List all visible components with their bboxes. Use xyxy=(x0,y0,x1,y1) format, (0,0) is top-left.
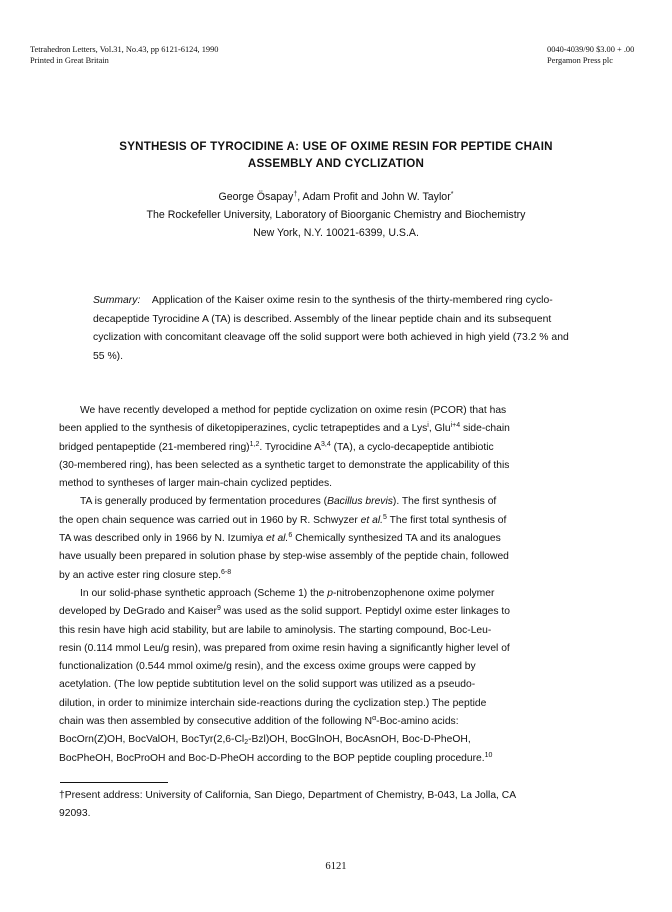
corresponding-mark: * xyxy=(450,191,454,198)
text-fragment: side-chain xyxy=(460,423,510,435)
text-line: acetylation. (The low peptide subtitution level on the solid support was utilized as a pseudo- xyxy=(59,679,476,691)
journal-header xyxy=(30,44,218,66)
title-line: ASSEMBLY AND CYCLIZATION xyxy=(247,157,425,170)
superscript: 5 xyxy=(382,513,387,521)
paragraph-2 xyxy=(59,493,615,584)
text-fragment: TA was described only in 1966 by N. Izumiya xyxy=(59,533,266,545)
text-line xyxy=(59,585,615,603)
text-line xyxy=(59,512,615,530)
text-line: method to syntheses of larger main-chain cyclized peptides. xyxy=(59,478,333,490)
text-line xyxy=(59,713,615,731)
text-fragment: . Tyrocidine A xyxy=(259,441,321,453)
italic-text: p xyxy=(327,587,333,599)
publisher: Pergamon Press plc xyxy=(547,56,613,65)
text-line: dilution, in order to minimize interchain side-reactions during the cyclization step.) The peptide xyxy=(59,697,487,709)
superscript: α xyxy=(372,715,377,723)
address: New York, N.Y. 10021-6399, U.S.A. xyxy=(253,227,419,239)
body-text xyxy=(59,402,615,768)
footnote xyxy=(59,787,619,823)
text-fragment: , Glu xyxy=(428,423,451,435)
printed-in: Printed in Great Britain xyxy=(30,56,109,65)
text-line: We have recently developed a method for peptide cyclization on oxime resin (PCOR) that has xyxy=(80,405,507,416)
affiliation: The Rockefeller University, Laboratory of Bioorganic Chemistry and Biochemistry xyxy=(146,209,526,221)
superscript: i+4 xyxy=(450,422,461,430)
text-fragment: -Boc-amino acids: xyxy=(376,716,459,728)
text-fragment: In our solid-phase synthetic approach (Scheme 1) the xyxy=(80,587,328,599)
italic-text: et al. xyxy=(360,514,383,526)
text-line: (30-membered ring), has been selected as a synthetic target to demonstrate the applicability of this xyxy=(59,459,510,471)
superscript: i xyxy=(427,422,429,430)
text-fragment: bridged pentapeptide (21-membered ring) xyxy=(59,441,250,453)
superscript: 6-8 xyxy=(220,568,232,576)
paper-title xyxy=(40,138,632,172)
title-line: SYNTHESIS OF TYROCIDINE A: USE OF OXIME RESIN FOR PEPTIDE CHAIN xyxy=(119,140,553,153)
text-fragment: BocOrn(Z)OH, BocValOH, BocTyr(2,6-Cl xyxy=(59,734,245,746)
page-number: 6121 xyxy=(325,861,347,872)
text-fragment: developed by DeGrado and Kaiser xyxy=(59,606,217,618)
text-fragment: been applied to the synthesis of diketopiperazines, cyclic tetrapeptides and a Lys xyxy=(59,423,428,435)
text-fragment: TA is generally produced by fermentation procedures ( xyxy=(80,496,328,508)
text-line xyxy=(59,530,615,548)
summary xyxy=(93,292,577,366)
text-fragment: BocPheOH, BocProOH and Boc-D-PheOH according to the BOP peptide coupling procedure. xyxy=(59,752,485,764)
text-line xyxy=(59,439,615,457)
footnote-rule xyxy=(60,782,168,783)
text-line: this resin have high acid stability, but are labile to aminolysis. The starting compound, Boc-Leu- xyxy=(59,624,492,636)
text-fragment: The first total synthesis of xyxy=(386,514,507,526)
text-fragment: ). The first synthesis of xyxy=(392,496,497,508)
superscript: 10 xyxy=(484,751,493,759)
text-line: have usually been prepared in solution phase by step-wise assembly of the peptide chain, followed xyxy=(59,551,509,563)
author-block xyxy=(40,188,632,242)
superscript: 9 xyxy=(217,605,221,613)
footnote-line: †Present address: University of California, San Diego, Department of Chemistry, B-043, La Jolla, CA xyxy=(59,790,517,801)
text-fragment: by an active ester ring closure step. xyxy=(59,569,221,581)
text-fragment: -nitrobenzophenone oxime polymer xyxy=(333,587,495,599)
text-line xyxy=(59,750,615,768)
text-line: functionalization (0.544 mmol oxime/g resin), and the excess oxime groups were capped by xyxy=(59,661,476,673)
publisher-header xyxy=(547,44,643,66)
text-line: resin (0.114 mmol Leu/g resin), was prepared from oxime resin having a significantly higher level of xyxy=(59,642,510,654)
paragraph-1 xyxy=(59,402,615,493)
text-line xyxy=(59,420,615,438)
superscript: 3,4 xyxy=(320,440,331,448)
text-line xyxy=(59,567,615,585)
text-line xyxy=(59,731,615,749)
issn-price: 0040-4039/90 $3.00 + .00 xyxy=(547,45,635,54)
text-fragment: -Bzl)OH, BocGlnOH, BocAsnOH, Boc-D-PheOH, xyxy=(248,734,471,746)
dagger-mark: † xyxy=(293,191,298,198)
superscript: 1,2 xyxy=(249,440,260,448)
italic-text: et al. xyxy=(266,533,289,545)
text-fragment: the open chain sequence was carried out in 1960 by R. Schwyzer xyxy=(59,514,361,526)
summary-text: Application of the Kaiser oxime resin to the synthesis of the thirty-membered ring cyclo-decapeptide Tyrocidine A (TA) is described. Assembly of the linear peptide chain and its subsequent cyclization with concomitant cleavage off the solid support were both achieved in high yield (73.2 % and 55 %). xyxy=(93,295,569,362)
italic-text: Bacillus brevis xyxy=(327,496,393,508)
text-line xyxy=(59,603,615,621)
text-fragment: chain was then assembled by consecutive addition of the following N xyxy=(59,716,373,728)
text-fragment: (TA), a cyclo-decapeptide antibiotic xyxy=(330,441,494,453)
author-names: George Ösapay†, Adam Profit and John W. Taylor* xyxy=(218,191,454,203)
subscript: 2 xyxy=(244,739,249,747)
summary-label: Summary: xyxy=(93,295,141,306)
text-fragment: was used as the solid support. Peptidyl oxime ester linkages to xyxy=(220,606,510,618)
text-fragment: Chemically synthesized TA and its analogues xyxy=(292,533,501,545)
text-line xyxy=(59,493,615,511)
journal-citation: Tetrahedron Letters, Vol.31, No.43, pp 6121-6124, 1990 xyxy=(30,45,219,54)
paragraph-3 xyxy=(59,585,615,768)
superscript: 6 xyxy=(288,532,293,540)
footnote-line: 92093. xyxy=(59,808,91,819)
